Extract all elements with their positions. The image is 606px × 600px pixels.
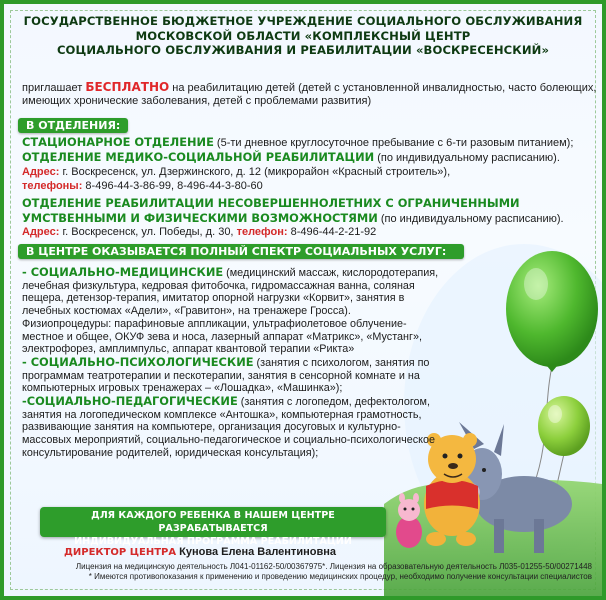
balloon-icon [538,396,590,456]
header-line: ГОСУДАРСТВЕННОЕ БЮДЖЕТНОЕ УЧРЕЖДЕНИЕ СОЦИАЛЬНОГО ОБСЛУЖИВАНИЯ [23,14,583,28]
service-pedagogical [22,395,442,460]
address-label: Адрес: [22,226,60,238]
address-1 [22,166,602,179]
service-desc: (занятия с логопедом, дефектологом, занятия на логопедическом комплексе «Антошка», компьютерная грамотность, развивающие занятия на компьютере, организация досуговых и культурно-массовых мероприятий, социально-педагогическое и социально-психологическое консультирование родителей, юридическая консультация); [22,396,435,459]
director-label: ДИРЕКТОР ЦЕНТРА [64,547,177,558]
address-2 [22,226,602,239]
phones-label: телефоны: [22,180,83,192]
license-text: Лицензия на медицинскую деятельность Л041-01162-50/00367975*. Лицензия на образовательную деятельность Л035-01255-50/00271448 [75,562,592,571]
free-highlight: БЕСПЛАТНО [85,80,170,94]
director-name: Кунова Елена Валентиновна [176,546,336,558]
minor-department [22,196,602,226]
director-line [64,546,336,559]
department-title: ОТДЕЛЕНИЕ РЕАБИЛИТАЦИИ НЕСОВЕРШЕННОЛЕТНИХ С ОГРАНИЧЕННЫМИ УМСТВЕННЫМИ И ФИЗИЧЕСКИМИ ВОЗМОЖНОСТЯМИ [22,196,520,225]
individual-program-banner [40,507,386,547]
address-label: Адрес: [22,166,60,178]
intro-after: на реабилитацию детей (детей с установленной инвалидностью, часто болеющих, имеющих хронические заболевания, детей с проблемами развития) [22,82,597,107]
department-title: ОТДЕЛЕНИЕ МЕДИКО-СОЦИАЛЬНОЙ РЕАБИЛИТАЦИИ [22,150,375,164]
service-desc: (занятия с психологом, занятия по программам театротерапии и пескотерапии, занятия в сенсорной комнате и на компьютерных игровых тренажерах – «Лошадка», «Машинка»); [22,356,430,395]
service-title: -СОЦИАЛЬНО-ПЕДАГОГИЧЕСКИЕ [22,394,238,409]
phones-1 [22,180,602,193]
department-desc: (5-ти дневное круглосуточное пребывание с 6-ти разовым питанием); [213,137,574,149]
service-desc: (медицинский массаж, кислородотерапия, лечебная физкультура, кедровая фитобочка, гидромассажная ванна, соляная пещера, детензор-терапия, имитатор опорной нагрузки «Корвит», занятия в лечебных костюмах «Адели», «Гравитон», на тренажере Гросса). Физиопроцедуры: парафиновые аппликации, ультрафиолетовое облучение-местное и общее, ОКУФ зева и носа, лазерный аппарат «Матрикс», «Мустанг», электрофорез, амплимпульс, аппарат квантовой терапии «Рикта» [22,267,439,356]
banner-line: ДЛЯ КАЖДОГО РЕБЕНКА В НАШЕМ ЦЕНТРЕ РАЗРАБАТЫВАЕТСЯ [91,510,335,534]
contraindication-note: * Имеются противопоказания к применению и проведению медицинских процедур, необходимо получение консультации специалистов [88,572,592,581]
service-psychological [22,356,442,395]
medsoc-department [22,151,602,165]
address-value: г. Воскресенск, ул. Победы, д. 30, [59,226,234,238]
phone-label: телефон: [236,226,288,238]
service-medical [22,266,442,356]
phone-value: 8-496-44-2-21-92 [287,226,377,238]
banner-line: ИНДИВИДУАЛЬНАЯ ПРОГРАММА РЕАБИЛИТАЦИИ [74,536,352,547]
service-title: - СОЦИАЛЬНО-МЕДИЦИНСКИЕ [22,265,224,279]
invitation-text [22,81,597,108]
department-title: СТАЦИОНАРНОЕ ОТДЕЛЕНИЕ [22,135,214,149]
service-title: - СОЦИАЛЬНО-ПСИХОЛОГИЧЕСКИЕ [22,354,254,369]
services-list [22,266,442,460]
services-banner: В ЦЕНТРЕ ОКАЗЫВАЕТСЯ ПОЛНЫЙ СПЕКТР СОЦИАЛЬНЫХ УСЛУГ: [18,244,464,259]
header-line: СОЦИАЛЬНОГО ОБСЛУЖИВАНИЯ И РЕАБИЛИТАЦИИ «ВОСКРЕСЕНСКИЙ» [56,43,550,57]
department-desc: (по индивидуальному расписанию). [377,213,564,225]
institution-header [4,14,602,58]
phones-value: 8-496-44-3-86-99, 8-496-44-3-80-60 [82,180,263,192]
stationary-department [22,136,602,150]
department-desc: (по индивидуальному расписанию). [374,152,560,164]
header-line: МОСКОВСКОЙ ОБЛАСТИ «КОМПЛЕКСНЫЙ ЦЕНТР [135,28,471,43]
intro-before: приглашает [22,82,86,94]
address-value: г. Воскресенск, ул. Дзержинского, д. 12 (микрорайон «Красный строитель»), [59,166,451,178]
departments-banner: В ОТДЕЛЕНИЯ: [18,118,128,133]
